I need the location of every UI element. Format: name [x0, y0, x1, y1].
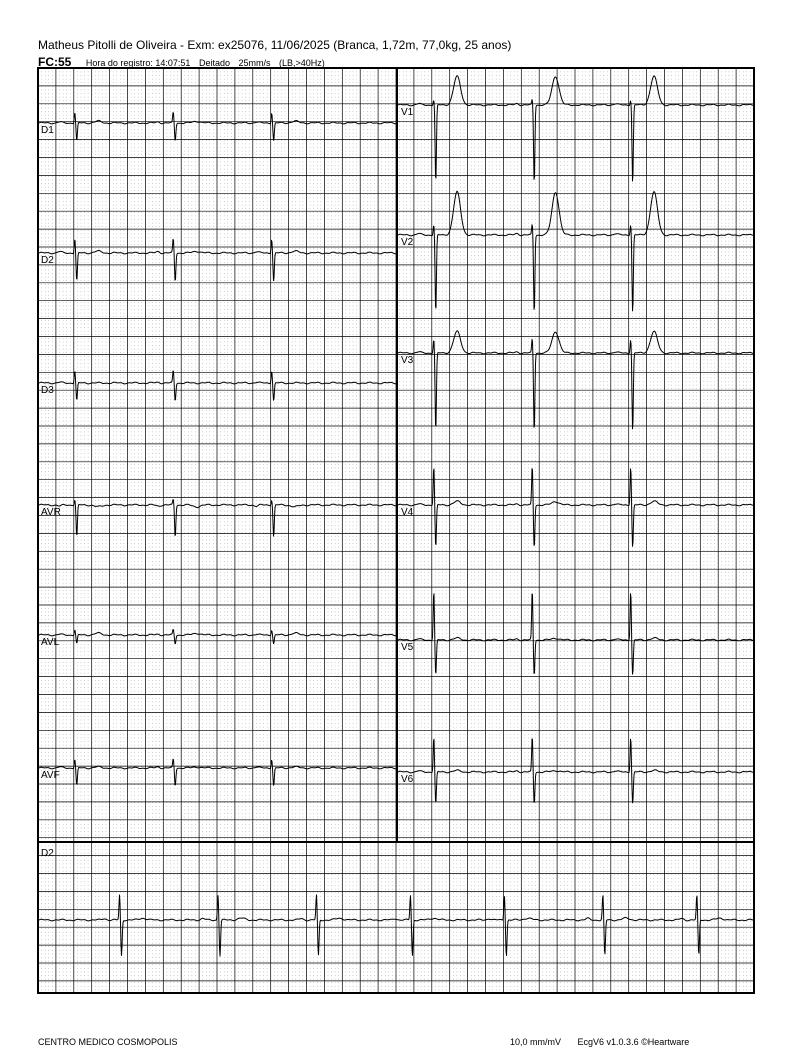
lead-v1 — [398, 76, 753, 181]
clinic-name: CENTRO MEDICO COSMOPOLIS — [38, 1037, 178, 1047]
paper-speed: 25mm/s — [238, 58, 271, 68]
heart-rate: FC:55 — [38, 55, 72, 69]
lead-label-avl: AVL — [41, 637, 60, 648]
lead-v5 — [398, 594, 753, 674]
lead-v3 — [398, 331, 753, 429]
lead-label-d2: D2 — [41, 255, 54, 266]
trace-v1 — [398, 76, 753, 181]
trace-v2 — [398, 191, 753, 311]
patient-position: Deitado — [198, 58, 230, 68]
footer-info — [510, 1037, 703, 1047]
lead-label-d3: D3 — [41, 385, 54, 396]
lead-label-avr: AVR — [41, 507, 61, 518]
lead-label-v3: V3 — [401, 355, 414, 366]
lead-label-d2-rhythm: D2 — [41, 848, 54, 859]
lead-v2 — [398, 191, 753, 311]
gain-setting: 10,0 mm/mV — [510, 1037, 562, 1047]
software-version: EcgV6 v1.0.3.6 ©Heartware — [577, 1037, 690, 1047]
patient-header: Matheus Pitolli de Oliveira - Exm: ex25076, 11/06/2025 (Branca, 1,72m, 77,0kg, 25 anos) — [38, 38, 512, 52]
filter-setting: (LB,>40Hz) — [279, 58, 325, 68]
lead-label-v4: V4 — [401, 507, 414, 518]
record-time: Hora do registro: 14:07:51 — [85, 58, 191, 68]
lead-label-v5: V5 — [401, 642, 414, 653]
trace-v5 — [398, 594, 753, 674]
lead-v4 — [398, 469, 753, 547]
lead-label-v2: V2 — [401, 237, 414, 248]
trace-v3 — [398, 331, 753, 429]
lead-label-avf: AVF — [41, 770, 60, 781]
lead-label-v1: V1 — [401, 107, 414, 118]
lead-label-d1: D1 — [41, 125, 54, 136]
trace-v4 — [398, 469, 753, 547]
lead-label-v6: V6 — [401, 774, 414, 785]
